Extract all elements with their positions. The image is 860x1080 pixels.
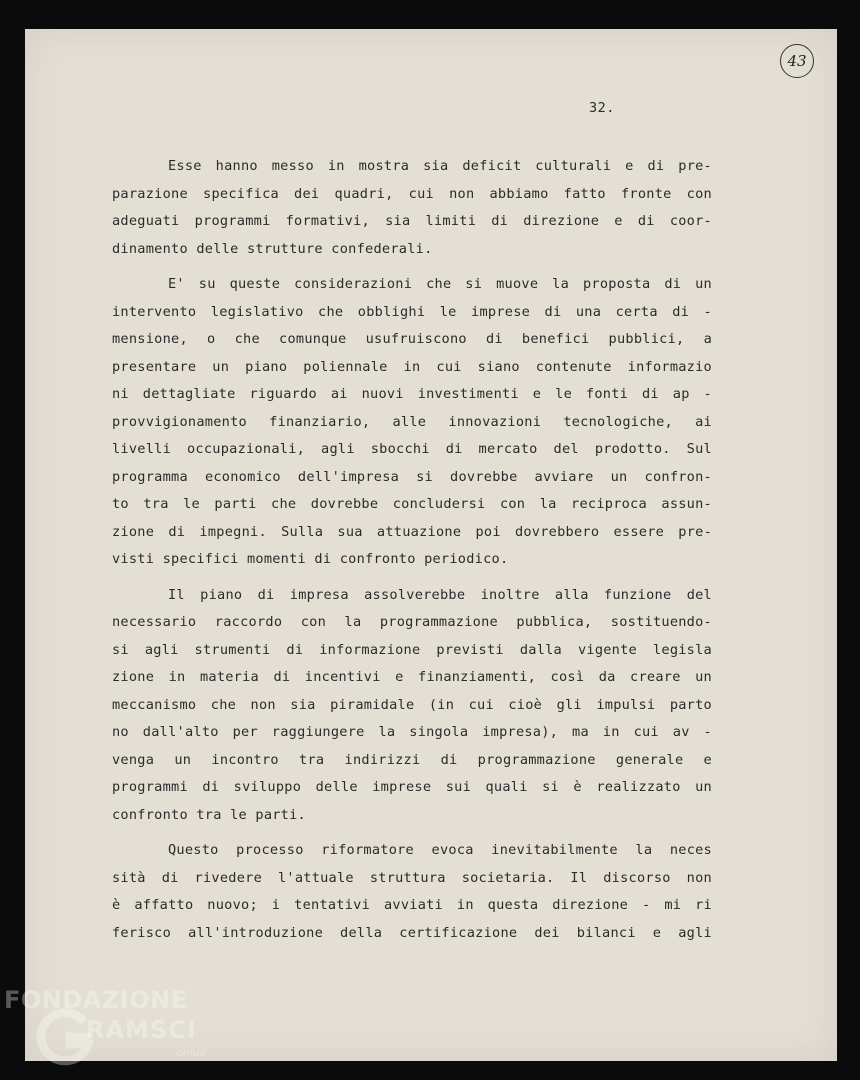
text-line: Questo processo riformatore evoca inevitabilmente la neces bbox=[168, 842, 712, 858]
text-line: Il piano di impresa assolverebbe inoltre alla funzione del bbox=[168, 586, 712, 603]
archive-number-stamp: 43 bbox=[780, 44, 814, 78]
text-line: programma economico dell'impresa si dovrebbe avviare un confron- bbox=[112, 468, 712, 485]
watermark-line2: RAMSCI bbox=[86, 1016, 197, 1044]
text-line: ni dettagliate riguardo ai nuovi investimenti e le fonti di ap - bbox=[112, 386, 712, 402]
text-line: zione in materia di incentivi e finanziamenti, così da creare un bbox=[112, 669, 712, 685]
text-line: venga un incontro tra indirizzi di programmazione generale e bbox=[112, 751, 712, 768]
fondazione-gramsci-watermark bbox=[4, 984, 214, 1074]
text-line: provvigionamento finanziario, alle innovazioni tecnologiche, ai bbox=[112, 413, 712, 430]
text-line: mensione, o che comunque usufruiscono di benefici pubblici, a bbox=[112, 331, 712, 347]
text-line: visti specifici momenti di confronto periodico. bbox=[112, 551, 509, 567]
body-text bbox=[112, 153, 712, 947]
text-line: necessario raccordo con la programmazione pubblica, sostituendo- bbox=[112, 614, 712, 630]
watermark-line1: FONDAZIONE bbox=[4, 986, 188, 1014]
text-line: zione di impegni. Sulla sua attuazione poi dovrebbero essere pre- bbox=[112, 523, 712, 540]
text-line: sità di rivedere l'attuale struttura societaria. Il discorso non bbox=[112, 869, 712, 886]
text-line: livelli occupazionali, agli sbocchi di mercato del prodotto. Sul bbox=[112, 441, 712, 457]
text-line: confronto tra le parti. bbox=[112, 806, 306, 823]
text-line: to tra le parti che dovrebbe concludersi con la reciproca assun- bbox=[112, 496, 712, 512]
text-line: adeguati programmi formativi, sia limiti di direzione e di coor- bbox=[112, 213, 712, 229]
text-line: intervento legislativo che obblighi le imprese di una certa di - bbox=[112, 303, 712, 320]
text-line: no dall'alto per raggiungere la singola impresa), ma in cui av - bbox=[112, 724, 712, 740]
text-line: E' su queste considerazioni che si muove la proposta di un bbox=[168, 276, 712, 292]
text-line: parazione specifica dei quadri, cui non abbiamo fatto fronte con bbox=[112, 185, 712, 202]
watermark-line3: onlus bbox=[176, 1046, 206, 1059]
text-line: è affatto nuovo; i tentativi avviati in questa direzione - mi ri bbox=[112, 897, 712, 913]
text-line: Esse hanno messo in mostra sia deficit culturali e di pre- bbox=[168, 158, 712, 174]
text-line: dinamento delle strutture confederali. bbox=[112, 240, 433, 257]
text-line: si agli strumenti di informazione previsti dalla vigente legisla bbox=[112, 641, 712, 658]
text-line: programmi di sviluppo delle imprese sui quali si è realizzato un bbox=[112, 779, 712, 795]
text-line: ferisco all'introduzione della certificazione dei bilanci e agli bbox=[112, 924, 712, 941]
text-line: presentare un piano poliennale in cui siano contenute informazio bbox=[112, 358, 712, 375]
text-line: meccanismo che non sia piramidale (in cui cioè gli impulsi parto bbox=[112, 696, 712, 713]
page-number: 32. bbox=[589, 100, 615, 116]
